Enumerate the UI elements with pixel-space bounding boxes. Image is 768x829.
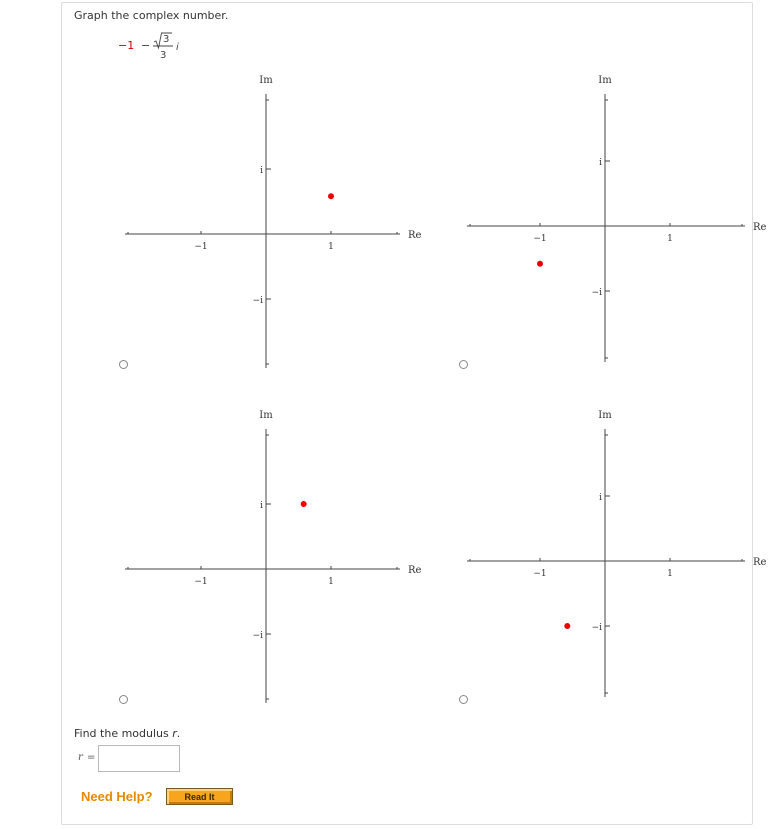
option-d-radio[interactable] [459, 695, 468, 704]
modulus-variable-label: r [78, 752, 83, 763]
plotted-point [564, 623, 570, 629]
expr-imag-unit: i [176, 42, 179, 53]
real-axis-label: Re [408, 230, 422, 241]
imag-axis-label: Im [598, 75, 612, 86]
option-c-radio[interactable] [119, 695, 128, 704]
x-tick-label-pos: 1 [667, 234, 673, 244]
complex-plane-option-a [125, 70, 445, 370]
x-tick-label-neg: −1 [194, 242, 208, 252]
real-axis-label: Re [753, 222, 767, 233]
option-b-radio[interactable] [459, 360, 468, 369]
modulus-equals: = [87, 752, 96, 763]
plotted-point [328, 193, 334, 199]
y-tick-label-neg: −i [252, 631, 263, 641]
x-tick-label-neg: −1 [194, 577, 208, 587]
y-tick-label-pos: i [260, 166, 263, 176]
question-prompt: Graph the complex number. [74, 9, 229, 22]
modulus-prompt: Find the modulus r. [74, 727, 181, 740]
real-axis-label: Re [408, 565, 422, 576]
option-a-radio[interactable] [119, 360, 128, 369]
expr-denominator: 3 [160, 50, 167, 61]
y-tick-label-neg: −i [591, 288, 602, 298]
modulus-input[interactable] [98, 745, 180, 772]
imag-axis-label: Im [598, 410, 612, 421]
y-tick-label-pos: i [260, 501, 263, 511]
complex-plane-option-b [465, 70, 768, 370]
complex-number-expression [116, 30, 196, 64]
need-help-label: Need Help? [81, 789, 153, 804]
expr-sqrt-arg: 3 [163, 34, 170, 45]
x-tick-label-pos: 1 [328, 242, 334, 252]
x-tick-label-neg: −1 [533, 234, 547, 244]
y-tick-label-neg: −i [591, 623, 602, 633]
plotted-point [537, 261, 543, 267]
y-tick-label-neg: −i [252, 296, 263, 306]
expr-real-part: −1 [118, 39, 135, 52]
imag-axis-label: Im [259, 75, 273, 86]
x-tick-label-pos: 1 [328, 577, 334, 587]
plotted-point [301, 501, 307, 507]
complex-plane-option-c [125, 405, 445, 705]
complex-plane-option-d [465, 405, 768, 705]
imag-axis-label: Im [259, 410, 273, 421]
real-axis-label: Re [753, 557, 767, 568]
read-it-button[interactable]: Read It [166, 788, 233, 805]
y-tick-label-pos: i [599, 493, 602, 503]
expr-minus: − [141, 39, 151, 52]
x-tick-label-pos: 1 [667, 569, 673, 579]
y-tick-label-pos: i [599, 158, 602, 168]
x-tick-label-neg: −1 [533, 569, 547, 579]
